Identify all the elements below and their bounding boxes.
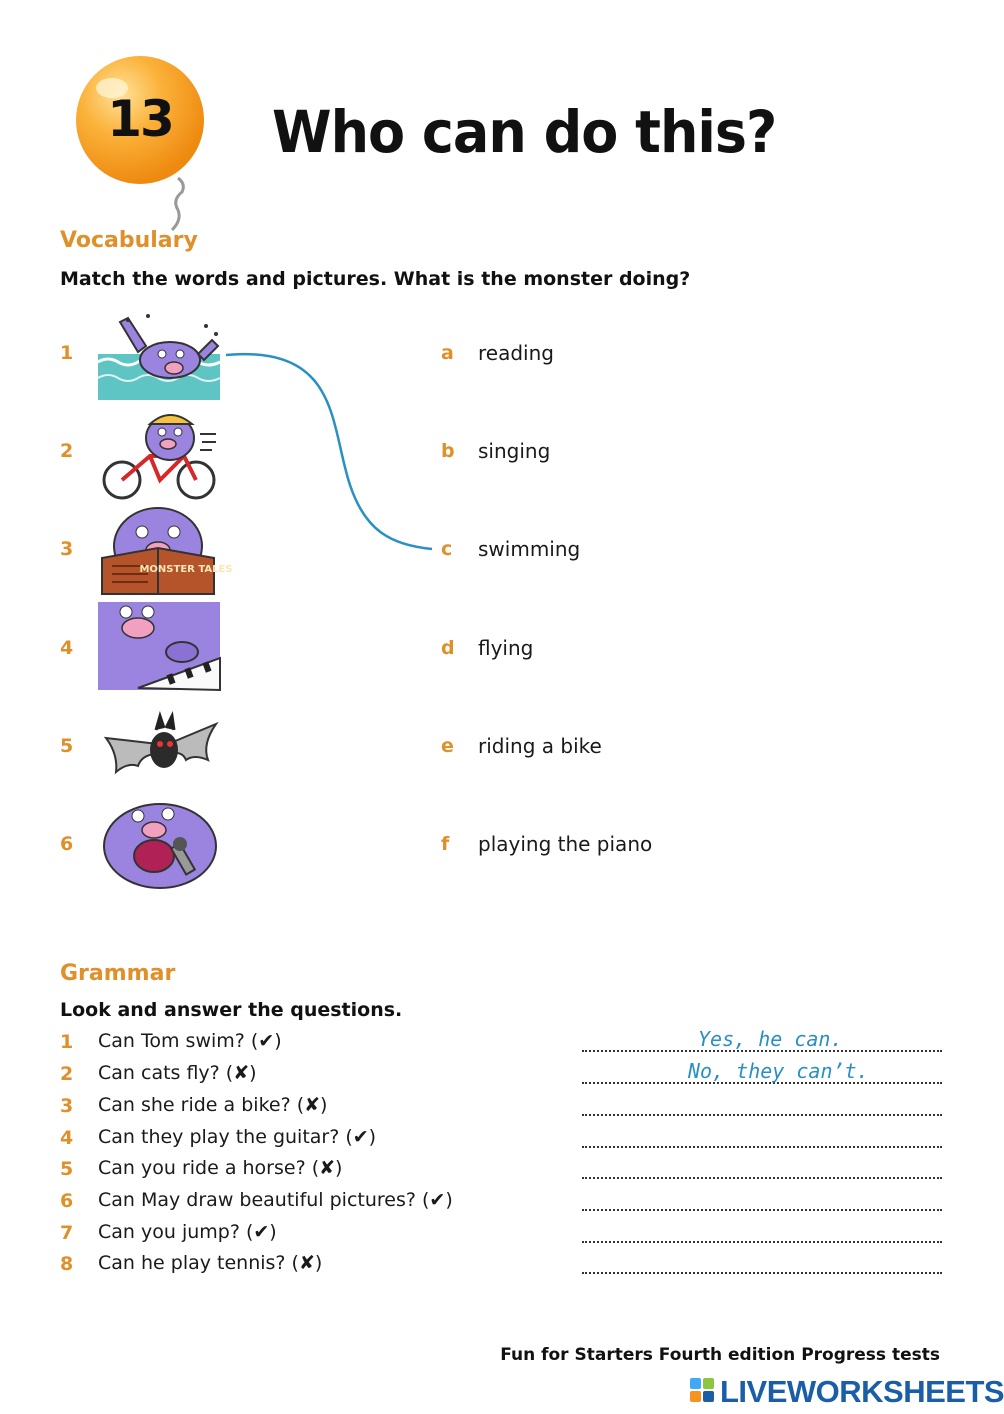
unit-number: 13 bbox=[107, 90, 173, 148]
picture-number: 1 bbox=[60, 342, 74, 364]
question-number: 5 bbox=[60, 1158, 74, 1180]
question-text: Can cats fly? (✘) bbox=[98, 1062, 257, 1084]
match-line-1-c[interactable] bbox=[220, 345, 440, 560]
book-title: MONSTER TALES bbox=[139, 564, 233, 575]
vocabulary-heading: Vocabulary bbox=[60, 228, 198, 253]
answer-field[interactable] bbox=[582, 1173, 942, 1179]
question-number: 7 bbox=[60, 1222, 74, 1244]
question-number: 3 bbox=[60, 1095, 74, 1117]
word-swimming[interactable]: swimming bbox=[478, 537, 581, 561]
word-playing-the-piano[interactable]: playing the piano bbox=[478, 832, 653, 856]
word-letter: d bbox=[441, 637, 455, 659]
question-text: Can they play the guitar? (✔) bbox=[98, 1126, 377, 1148]
unit-balloon bbox=[70, 52, 210, 232]
answer-field[interactable] bbox=[582, 1205, 942, 1211]
bat-flying-icon[interactable] bbox=[98, 704, 220, 792]
answer-text[interactable]: Yes, he can. bbox=[698, 1027, 843, 1051]
vocabulary-instruction: Match the words and pictures. What is the monster doing? bbox=[60, 268, 691, 290]
picture-number: 3 bbox=[60, 538, 74, 560]
question-text: Can Tom swim? (✔) bbox=[98, 1030, 282, 1052]
question-number: 1 bbox=[60, 1031, 74, 1053]
answer-field[interactable] bbox=[582, 1142, 942, 1148]
question-number: 6 bbox=[60, 1190, 74, 1212]
monster-reading-icon[interactable] bbox=[98, 506, 233, 594]
answer-text[interactable]: No, they can’t. bbox=[688, 1059, 869, 1083]
monster-singing-icon[interactable] bbox=[98, 800, 220, 888]
grammar-heading: Grammar bbox=[60, 961, 176, 986]
word-letter: e bbox=[441, 735, 454, 757]
brand-name: LIVEWORKSHEETS bbox=[720, 1374, 1004, 1409]
footer-text: Fun for Starters Fourth edition Progress tests bbox=[500, 1345, 940, 1365]
question-text: Can May draw beautiful pictures? (✔) bbox=[98, 1189, 453, 1211]
answer-field[interactable] bbox=[582, 1237, 942, 1243]
picture-number: 5 bbox=[60, 735, 74, 757]
picture-number: 2 bbox=[60, 440, 74, 462]
word-singing[interactable]: singing bbox=[478, 439, 551, 463]
page-title: Who can do this? bbox=[272, 98, 777, 167]
word-reading[interactable]: reading bbox=[478, 341, 554, 365]
question-text: Can you ride a horse? (✘) bbox=[98, 1157, 343, 1179]
question-text: Can she ride a bike? (✘) bbox=[98, 1094, 328, 1116]
picture-number: 6 bbox=[60, 833, 74, 855]
monster-swimming-icon[interactable] bbox=[98, 312, 220, 400]
word-flying[interactable]: flying bbox=[478, 636, 534, 660]
question-text: Can you jump? (✔) bbox=[98, 1221, 277, 1243]
picture-number: 4 bbox=[60, 637, 74, 659]
word-letter: a bbox=[441, 342, 454, 364]
monster-riding-bike-icon[interactable] bbox=[98, 408, 220, 496]
question-number: 8 bbox=[60, 1253, 74, 1275]
word-letter: f bbox=[441, 833, 450, 855]
question-text: Can he play tennis? (✘) bbox=[98, 1252, 323, 1274]
word-letter: b bbox=[441, 440, 455, 462]
answer-field[interactable] bbox=[582, 1268, 942, 1274]
question-number: 4 bbox=[60, 1127, 74, 1149]
grammar-instruction: Look and answer the questions. bbox=[60, 999, 403, 1021]
monster-piano-icon[interactable] bbox=[98, 602, 220, 690]
word-letter: c bbox=[441, 538, 453, 560]
answer-field[interactable] bbox=[582, 1110, 942, 1116]
question-number: 2 bbox=[60, 1063, 74, 1085]
word-riding-a-bike[interactable]: riding a bike bbox=[478, 734, 602, 758]
liveworksheets-icon bbox=[690, 1378, 716, 1404]
